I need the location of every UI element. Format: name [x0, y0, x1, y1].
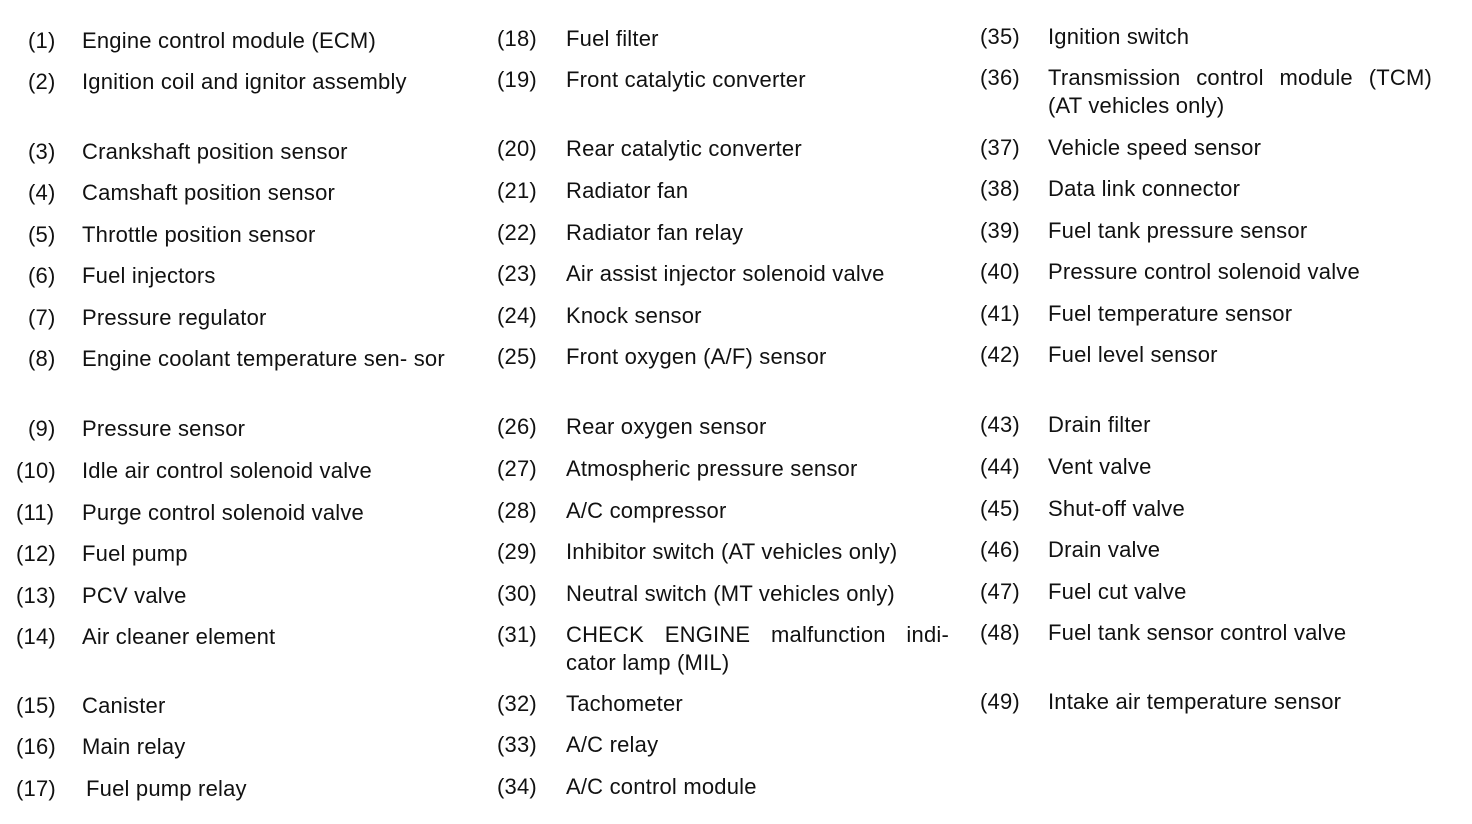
item-number: (27) — [497, 456, 537, 481]
legend-item — [16, 540, 466, 568]
legend-item — [16, 304, 466, 332]
item-label: Fuel injectors — [82, 263, 216, 288]
item-label: Air cleaner element — [82, 624, 276, 649]
item-label: Radiator fan — [566, 178, 689, 203]
item-label: Rear catalytic converter — [566, 136, 802, 161]
legend-item — [497, 66, 949, 94]
legend-item — [16, 179, 466, 207]
legend-item — [16, 457, 466, 485]
item-label: A/C control module — [566, 774, 757, 799]
legend-item — [16, 221, 466, 249]
item-label: Fuel cut valve — [1048, 579, 1187, 604]
item-label: Atmospheric pressure sensor — [566, 456, 858, 481]
item-label: Fuel temperature sensor — [1048, 301, 1293, 326]
item-label: Vent valve — [1048, 454, 1152, 479]
legend-item — [497, 177, 949, 205]
item-label: Engine coolant temperature sen- sor — [82, 346, 445, 371]
item-label: Neutral switch (MT vehicles only) — [566, 581, 895, 606]
item-label: Vehicle speed sensor — [1048, 135, 1262, 160]
item-number: (46) — [980, 537, 1020, 562]
legend-item — [497, 773, 949, 801]
item-number: (33) — [497, 732, 537, 757]
item-label: Air assist injector solenoid valve — [566, 261, 885, 286]
item-label: Front catalytic converter — [566, 67, 806, 92]
legend-item — [497, 25, 949, 53]
item-number: (9) — [28, 416, 56, 441]
item-number: (26) — [497, 414, 537, 439]
item-number: (20) — [497, 136, 537, 161]
item-label: Data link connector — [1048, 176, 1241, 201]
legend-item — [16, 623, 466, 651]
item-number: (41) — [980, 301, 1020, 326]
legend-item — [497, 135, 949, 163]
legend-item — [16, 499, 466, 527]
legend-item — [980, 175, 1432, 203]
item-label: Engine control module (ECM) — [82, 28, 376, 53]
item-label: Transmission control module (TCM) (AT vehicles only) — [1048, 65, 1432, 118]
item-label: Drain filter — [1048, 412, 1151, 437]
item-number: (38) — [980, 176, 1020, 201]
item-number: (14) — [16, 624, 56, 649]
item-label: A/C compressor — [566, 498, 727, 523]
item-number: (36) — [980, 65, 1020, 90]
legend-item — [16, 415, 466, 443]
item-number: (19) — [497, 67, 537, 92]
legend-item — [980, 495, 1432, 523]
legend-item — [497, 343, 949, 371]
item-number: (11) — [16, 500, 55, 525]
item-label: Pressure sensor — [82, 416, 246, 441]
legend-item — [980, 578, 1432, 606]
item-number: (17) — [16, 776, 56, 801]
item-label: Fuel pump — [82, 541, 188, 566]
item-label: Intake air temperature sensor — [1048, 689, 1342, 714]
legend-item — [497, 413, 949, 441]
item-number: (13) — [16, 583, 56, 608]
legend-item — [497, 260, 949, 288]
item-number: (16) — [16, 734, 56, 759]
legend-item — [980, 134, 1432, 162]
item-number: (4) — [28, 180, 56, 205]
legend-item — [980, 341, 1432, 369]
legend-item — [980, 23, 1432, 51]
item-number: (25) — [497, 344, 537, 369]
item-number: (22) — [497, 220, 537, 245]
item-number: (3) — [28, 139, 56, 164]
legend-item — [980, 619, 1432, 647]
legend-item — [497, 690, 949, 718]
legend-item — [980, 64, 1432, 120]
item-number: (45) — [980, 496, 1020, 521]
legend-item — [16, 138, 466, 166]
item-label: CHECK ENGINE malfunction indi- cator lamp (MIL) — [566, 622, 949, 675]
legend-item — [16, 582, 466, 610]
item-number: (34) — [497, 774, 537, 799]
item-number: (43) — [980, 412, 1020, 437]
item-label: Knock sensor — [566, 303, 702, 328]
legend-item — [980, 217, 1432, 245]
item-label: Main relay — [82, 734, 186, 759]
item-number: (7) — [28, 305, 56, 330]
item-label: Purge control solenoid valve — [82, 500, 364, 525]
item-label: Drain valve — [1048, 537, 1161, 562]
item-label: PCV valve — [82, 583, 187, 608]
item-label: Fuel pump relay — [86, 776, 247, 801]
item-label: Shut-off valve — [1048, 496, 1185, 521]
legend-item — [980, 453, 1432, 481]
item-number: (32) — [497, 691, 537, 716]
legend-item — [497, 621, 949, 677]
item-number: (21) — [497, 178, 537, 203]
item-number: (18) — [497, 26, 537, 51]
legend-item — [497, 731, 949, 759]
item-label: Pressure control solenoid valve — [1048, 259, 1360, 284]
legend-item — [497, 497, 949, 525]
item-number: (24) — [497, 303, 537, 328]
legend-item — [980, 411, 1432, 439]
item-number: (40) — [980, 259, 1020, 284]
legend-item — [497, 580, 949, 608]
item-number: (35) — [980, 24, 1020, 49]
item-label: Fuel tank sensor control valve — [1048, 620, 1347, 645]
item-label: Ignition switch — [1048, 24, 1190, 49]
item-number: (12) — [16, 541, 56, 566]
legend-item — [497, 219, 949, 247]
legend-item — [980, 300, 1432, 328]
item-label: Throttle position sensor — [82, 222, 316, 247]
legend-item — [980, 258, 1432, 286]
legend-item — [980, 688, 1432, 716]
item-label: Idle air control solenoid valve — [82, 458, 372, 483]
legend-item — [497, 455, 949, 483]
item-number: (48) — [980, 620, 1020, 645]
legend-item — [16, 262, 466, 290]
item-label: Fuel level sensor — [1048, 342, 1218, 367]
item-label: Inhibitor switch (AT vehicles only) — [566, 539, 898, 564]
item-number: (37) — [980, 135, 1020, 160]
legend-item — [497, 538, 949, 566]
item-label: Canister — [82, 693, 166, 718]
item-number: (42) — [980, 342, 1020, 367]
item-number: (10) — [16, 458, 56, 483]
item-number: (5) — [28, 222, 56, 247]
legend-item — [497, 302, 949, 330]
item-label: Tachometer — [566, 691, 683, 716]
legend-item — [980, 536, 1432, 564]
item-number: (39) — [980, 218, 1020, 243]
item-number: (47) — [980, 579, 1020, 604]
legend-item — [16, 345, 466, 373]
item-number: (8) — [28, 346, 56, 371]
legend-item — [16, 733, 466, 761]
item-number: (31) — [497, 622, 537, 647]
legend-item — [16, 68, 466, 96]
item-label: Front oxygen (A/F) sensor — [566, 344, 827, 369]
legend-item — [16, 27, 466, 55]
item-number: (2) — [28, 69, 56, 94]
legend-item — [16, 692, 466, 720]
item-number: (28) — [497, 498, 537, 523]
item-label: Camshaft position sensor — [82, 180, 336, 205]
item-number: (44) — [980, 454, 1020, 479]
item-label: Fuel filter — [566, 26, 659, 51]
item-number: (23) — [497, 261, 537, 286]
item-number: (1) — [28, 28, 56, 53]
item-number: (15) — [16, 693, 56, 718]
legend-item — [16, 775, 466, 803]
item-label: Pressure regulator — [82, 305, 267, 330]
item-label: Fuel tank pressure sensor — [1048, 218, 1308, 243]
item-label: A/C relay — [566, 732, 659, 757]
item-label: Rear oxygen sensor — [566, 414, 767, 439]
item-label: Ignition coil and ignitor assembly — [82, 69, 407, 94]
item-number: (30) — [497, 581, 537, 606]
item-number: (49) — [980, 689, 1020, 714]
item-label: Crankshaft position sensor — [82, 139, 348, 164]
item-label: Radiator fan relay — [566, 220, 744, 245]
item-number: (6) — [28, 263, 56, 288]
item-number: (29) — [497, 539, 537, 564]
